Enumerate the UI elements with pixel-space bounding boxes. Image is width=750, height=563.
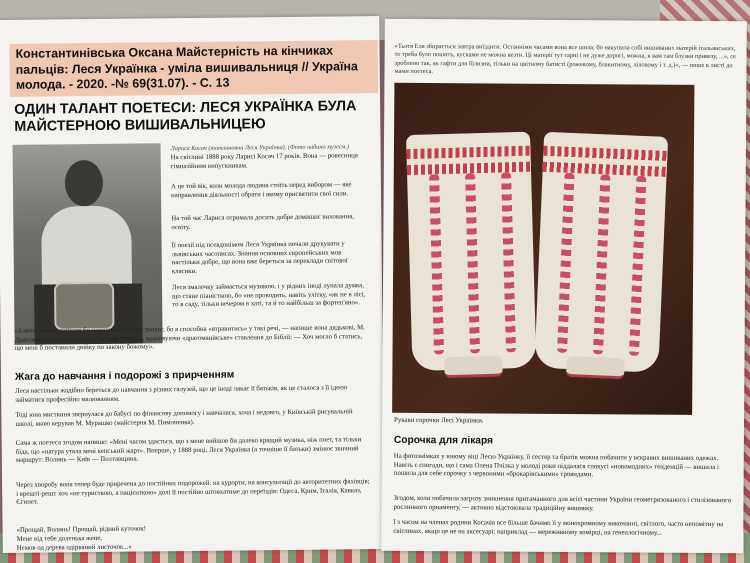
intro-paragraph: На світлині 1888 року Ларисі Косач 17 років. Вона — ровесниця гімназійним випускникам. xyxy=(170,152,358,170)
sleeve-vine-pattern xyxy=(557,173,575,353)
right-paragraph-1: На фотознімках у юному віці Лесю Українку, її сестер та братів можна побачити у вєкравих вишиваних одежах. Навіть є спогади, що і сама Олена Пчілка у молоді роки піддалася спокусі «новомодних» тенденцій — вишила і пошила для себе сорочку з червоними «брокарівськими» трояндами. xyxy=(393,452,719,479)
portrait-bag xyxy=(54,282,114,331)
section-subheading: Жага до навчання і подорожі з прирченням xyxy=(14,369,235,383)
sleeve-vine-pattern xyxy=(593,174,611,354)
poem-quote: «Прощай, Волинь! Прощай, рідний куточок! Мене від тебе доленька жене, Немов од дерева одірваний листочок...» xyxy=(16,525,147,552)
sleeve-band xyxy=(543,146,667,161)
paragraph-9: Через хворобу вона тепер буде приречена до постійних подорожей: на курорти, на консультації до авторитетних фахівців; і врешті-решт хоч «не туристкою, а пацієнткою» долі її постійно штовхатиме до переїздів: Одеса, Крим, Італія, Кавказ, Єгипет. xyxy=(16,478,370,507)
letter-quote: «Тьотя Еля збирається завтра виїздити. Останніми часами вона все шила, бо накупила собі вишиваних матерій італьянських, то треба було пошить, кусками не можна везти. Ці матерії тут гарні і не дуже дорогі, можна, я вам там блузки привезу, ...», се зроблено так, як гафти для білизни, тільки на цвітному батисті (рожевому, блакитному, ліловому і т. д.)», — пише в листі до мами поетеса. xyxy=(394,42,737,76)
portrait-head xyxy=(65,160,103,206)
right-page xyxy=(381,19,747,554)
right-sleeve xyxy=(534,132,668,373)
photo-caption: Лариса Косач (татлиновна Леся Українка). (Фото надано музеєм.) xyxy=(170,143,350,153)
sleeve-vine-pattern xyxy=(501,172,516,352)
paragraph-4: Леся змалечку займається музикою, і у рідних іноді лунала думка, що стане піаністкою, бо «не проводить, навіть улітку, «як не в лісі, то в саду, тільки вечером в хаті, та й то найбільш за фортеп'яно». xyxy=(171,282,366,309)
right-paragraph-3: І з часом на членах родини Косачів все більше бачимо її у монохромному виконанні, світлого, часто непомітну на світлинах, якщо це не на аксесуарі: наприклад — мереживному комірці, на генеалогічному... xyxy=(393,518,724,537)
sleeve-vine-pattern xyxy=(629,176,647,356)
sleeve-vine-pattern xyxy=(429,174,444,354)
sleeve-cuff xyxy=(444,356,503,379)
left-page xyxy=(0,16,385,553)
embroidered-sleeves-photo xyxy=(392,83,694,415)
paragraph-5: «З мене, може, вийшов би порядний студент теолог, бо я способна «втравитись» у такі речі, — напише вона дядькові, М. Драгоманову, шоправеда, з гумором додасть, враховуючи «драгоманівське» ставлення до Біблії: — Хоч могло б статись, що мені б поставили двійку по закону божому». xyxy=(14,324,365,353)
sleeve-cuff xyxy=(566,356,625,379)
sleeves-caption: Рукави сорочки Лесі Українки. xyxy=(394,416,484,425)
paragraph-7: Тоді юна мисткиня звернулася до бабусі по фінансову допомогу і навчалася, хоча і недовго, у Київській рисувальній школі, якою керував М. Мурашко (майстерня М. Пимоненка). xyxy=(15,408,353,428)
right-paragraph-2: Згодом, коли побачила загрозу зникнення притаманного для всієї частини України геометризованого і стилізованого рослинного орнаменту, — активно відстоювала традиційну вишивку. xyxy=(393,494,732,512)
paragraph-3: Її поезії під псевдонімом Леся Українка почали друкувати у львівських часописах. Знання основних європейських мов настільки добре, що вона вже береться за переклади світової класики. xyxy=(171,240,348,275)
paragraph-8: Сама ж поетеса згодом напише: «Мені часом здається, що з мене вийшов би далеко кращий музика, ніж поет, та тільки біда, що «натура утяла мені кепський жарт». Вперше, у 1888 році, Леся Українка (а точніше її батьки) змінює звичний маршрут: Волинь — Київ — Полтавщина. xyxy=(15,436,362,465)
right-subheading: Сорочка для лікаря xyxy=(393,434,494,447)
article-headline: ОДИН ТАЛАНТ ПОЕТЕСИ: ЛЕСЯ УКРАЇНКА БУЛА МАЙСТЕРНОЮ ВИШИВАЛЬНИЦЕЮ xyxy=(14,98,357,135)
sleeve-vine-pattern xyxy=(465,173,480,353)
paragraph-6: Леся настільки жадібно береться до навчання з різних галузей, що це іноді лякає її батьків, як це сталося з її ідеєю займатися професійно малюванням. xyxy=(15,384,348,404)
citation-box: Константинівська Оксана Майстерність на кінчиках пальців: Леся Українка - уміла вишивальниця // Україна молода. - 2020. -№ 69(31.07). - С. 13 xyxy=(9,40,378,96)
paragraph-1: А це той вік, коли молода людина стоїть перед вибором — яке направлення діяльності обрати і якому присвятити свої сили. xyxy=(170,181,352,199)
left-sleeve xyxy=(406,132,537,371)
portrait-photo xyxy=(13,143,163,345)
paragraph-2: На той час Лариса отримала досить добре домашнє виховання, освіту. xyxy=(171,213,355,231)
sleeve-band xyxy=(406,146,530,159)
